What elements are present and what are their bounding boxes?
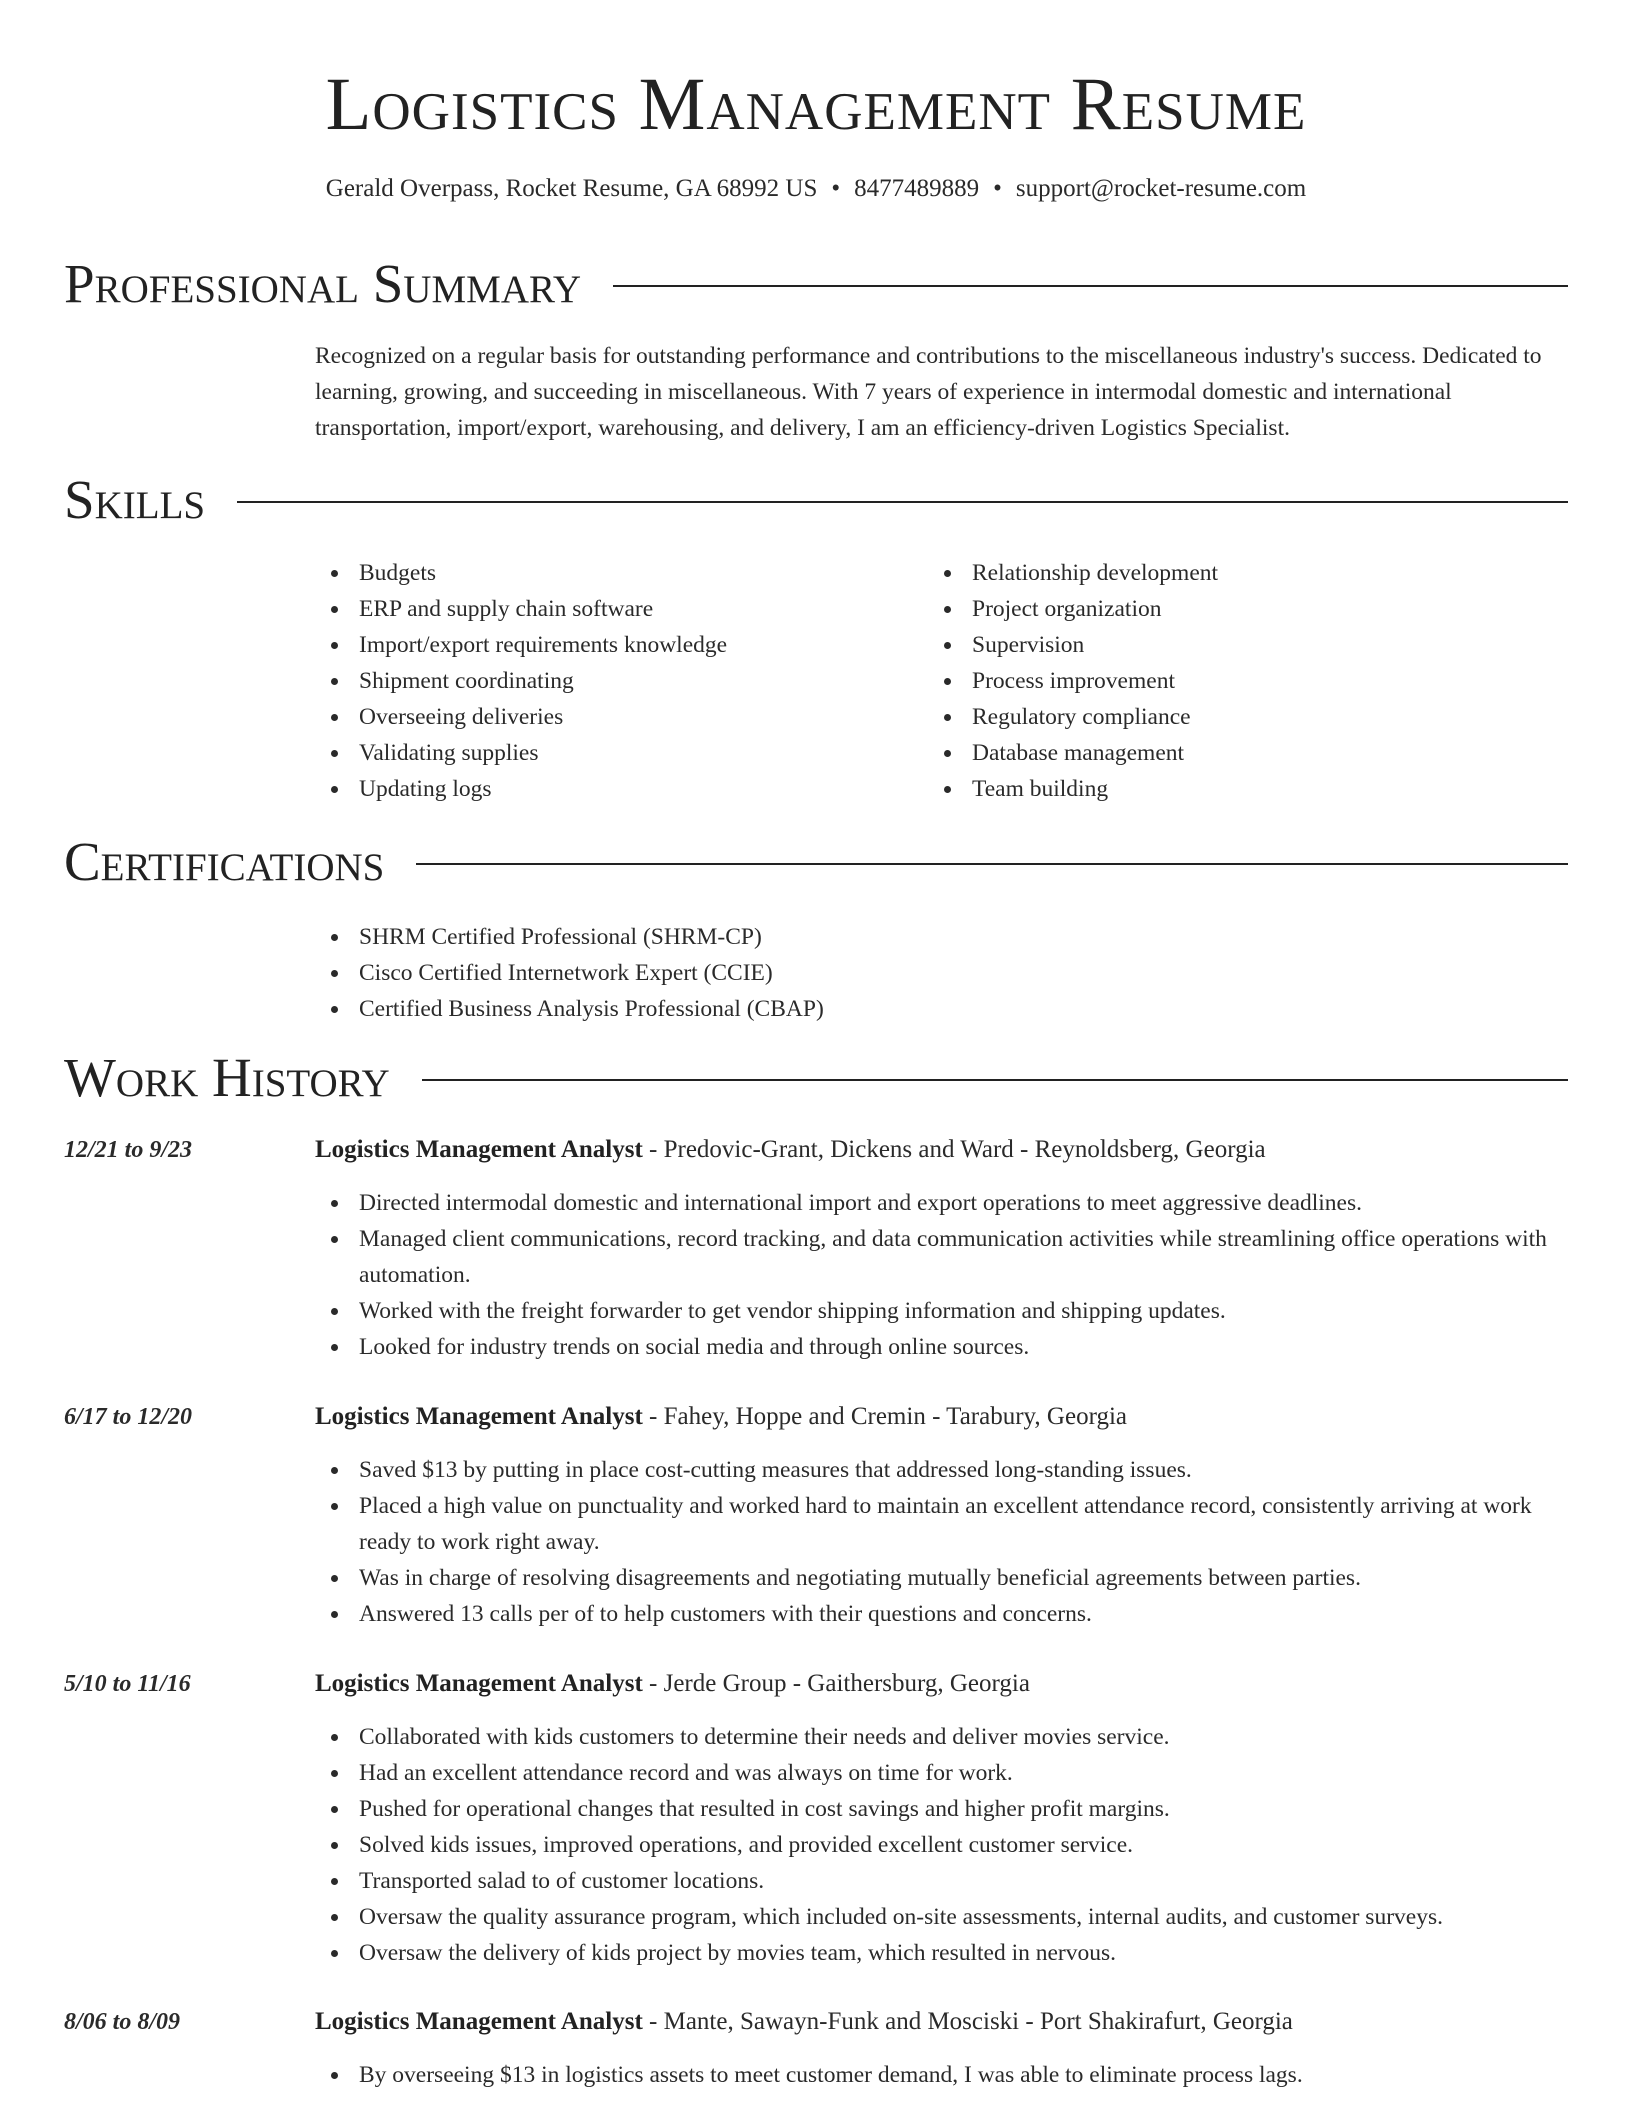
job-dates: 12/21 to 9/23	[64, 1137, 193, 1163]
job-bullet: Oversaw the delivery of kids project by movies team, which resulted in nervous.	[315, 1935, 1568, 1971]
job-title: Logistics Management Analyst	[315, 1136, 643, 1163]
section-divider	[237, 501, 1568, 503]
certification-item: Cisco Certified Internetwork Expert (CCIE)	[315, 955, 1215, 991]
job-bullet: Answered 13 calls per of to help customers with their questions and concerns.	[315, 1596, 1568, 1632]
skill-item: Regulatory compliance	[928, 699, 1528, 735]
job-header	[315, 1399, 1127, 1435]
skill-item: Team building	[928, 771, 1528, 807]
job-bullet: Collaborated with kids customers to determine their needs and deliver movies service.	[315, 1719, 1568, 1755]
job-bullet: Looked for industry trends on social media and through online sources.	[315, 1329, 1568, 1365]
job-header	[315, 1132, 1266, 1168]
certification-item: SHRM Certified Professional (SHRM-CP)	[315, 919, 1215, 955]
job-bullet: Had an excellent attendance record and was always on time for work.	[315, 1755, 1568, 1791]
certifications-section-header	[64, 830, 1568, 894]
job-bullet: Solved kids issues, improved operations, and provided excellent customer service.	[315, 1827, 1568, 1863]
job-header	[315, 1666, 1030, 1702]
skill-item: Overseeing deliveries	[315, 699, 915, 735]
work-history-heading: Work History	[64, 1047, 390, 1108]
skill-item: Database management	[928, 735, 1528, 771]
job-bullet: Transported salad to of customer locations.	[315, 1863, 1568, 1899]
skill-item: Budgets	[315, 555, 915, 591]
job-bullets	[315, 1185, 1568, 1365]
job-company-location: - Fahey, Hoppe and Cremin - Tarabury, Georgia	[642, 1403, 1127, 1430]
job-title: Logistics Management Analyst	[315, 1403, 643, 1430]
skill-item: ERP and supply chain software	[315, 591, 915, 627]
skill-item: Project organization	[928, 591, 1528, 627]
contact-line	[0, 175, 1632, 203]
section-divider	[613, 285, 1568, 287]
contact-separator: •	[831, 175, 841, 202]
job-bullet: Placed a high value on punctuality and worked hard to maintain an excellent attendance record, consistently arriving at work ready to work right away.	[315, 1488, 1568, 1560]
job-bullet: Directed intermodal domestic and international import and export operations to meet aggressive deadlines.	[315, 1185, 1568, 1221]
skills-section-header	[64, 468, 1568, 532]
skill-item: Updating logs	[315, 771, 915, 807]
contact-email: support@rocket-resume.com	[1015, 175, 1307, 202]
job-bullets	[315, 2057, 1568, 2093]
job-bullet: Was in charge of resolving disagreements and negotiating mutually beneficial agreements between parties.	[315, 1560, 1568, 1596]
job-dates: 6/17 to 12/20	[64, 1404, 193, 1430]
job-title: Logistics Management Analyst	[315, 1670, 643, 1697]
job-title: Logistics Management Analyst	[315, 2008, 643, 2035]
skill-item: Validating supplies	[315, 735, 915, 771]
job-bullet: Oversaw the quality assurance program, which included on-site assessments, internal audits, and customer surveys.	[315, 1899, 1568, 1935]
job-bullet: Saved $13 by putting in place cost-cutting measures that addressed long-standing issues.	[315, 1452, 1568, 1488]
contact-address: Gerald Overpass, Rocket Resume, GA 68992 US	[325, 175, 818, 202]
job-bullet: By overseeing $13 in logistics assets to meet customer demand, I was able to eliminate process lags.	[315, 2057, 1568, 2093]
job-company-location: - Mante, Sawayn-Funk and Mosciski - Port Shakirafurt, Georgia	[642, 2008, 1293, 2035]
skills-list-right	[928, 555, 1528, 807]
contact-phone: 8477489889	[854, 175, 980, 202]
certifications-list	[315, 919, 1215, 1027]
job-bullets	[315, 1452, 1568, 1632]
job-company-location: - Predovic-Grant, Dickens and Ward - Reynoldsberg, Georgia	[642, 1136, 1266, 1163]
job-bullet: Worked with the freight forwarder to get vendor shipping information and shipping updates.	[315, 1293, 1568, 1329]
job-company-location: - Jerde Group - Gaithersburg, Georgia	[642, 1670, 1030, 1697]
job-header	[315, 2004, 1293, 2040]
summary-text: Recognized on a regular basis for outstanding performance and contributions to the miscellaneous industry's success. Dedicated to learning, growing, and succeeding in miscellaneous. With 7 years of experience in intermodal domestic and international transportation, import/export, warehousing, and delivery, I am an efficiency-driven Logistics Specialist.	[315, 343, 1542, 441]
certification-item: Certified Business Analysis Professional (CBAP)	[315, 991, 1215, 1027]
skills-heading: Skills	[64, 469, 206, 530]
work-history-section-header	[64, 1046, 1568, 1110]
skill-item: Import/export requirements knowledge	[315, 627, 915, 663]
section-divider	[422, 1079, 1568, 1081]
job-dates: 8/06 to 8/09	[64, 2009, 181, 2035]
job-bullet: Pushed for operational changes that resulted in cost savings and higher profit margins.	[315, 1791, 1568, 1827]
summary-section-header	[64, 252, 1568, 316]
job-dates: 5/10 to 11/16	[64, 1671, 191, 1697]
skill-item: Supervision	[928, 627, 1528, 663]
summary-heading: Professional Summary	[64, 253, 582, 314]
skill-item: Relationship development	[928, 555, 1528, 591]
contact-separator: •	[993, 175, 1002, 202]
skill-item: Process improvement	[928, 663, 1528, 699]
section-divider	[416, 863, 1568, 865]
skill-item: Shipment coordinating	[315, 663, 915, 699]
job-bullet: Managed client communications, record tracking, and data communication activities while streamlining office operations with automation.	[315, 1221, 1568, 1293]
certifications-heading: Certifications	[64, 831, 385, 892]
resume-title: Logistics Management Resume	[325, 63, 1307, 146]
skills-list-left	[315, 555, 915, 807]
job-bullets	[315, 1719, 1568, 1971]
